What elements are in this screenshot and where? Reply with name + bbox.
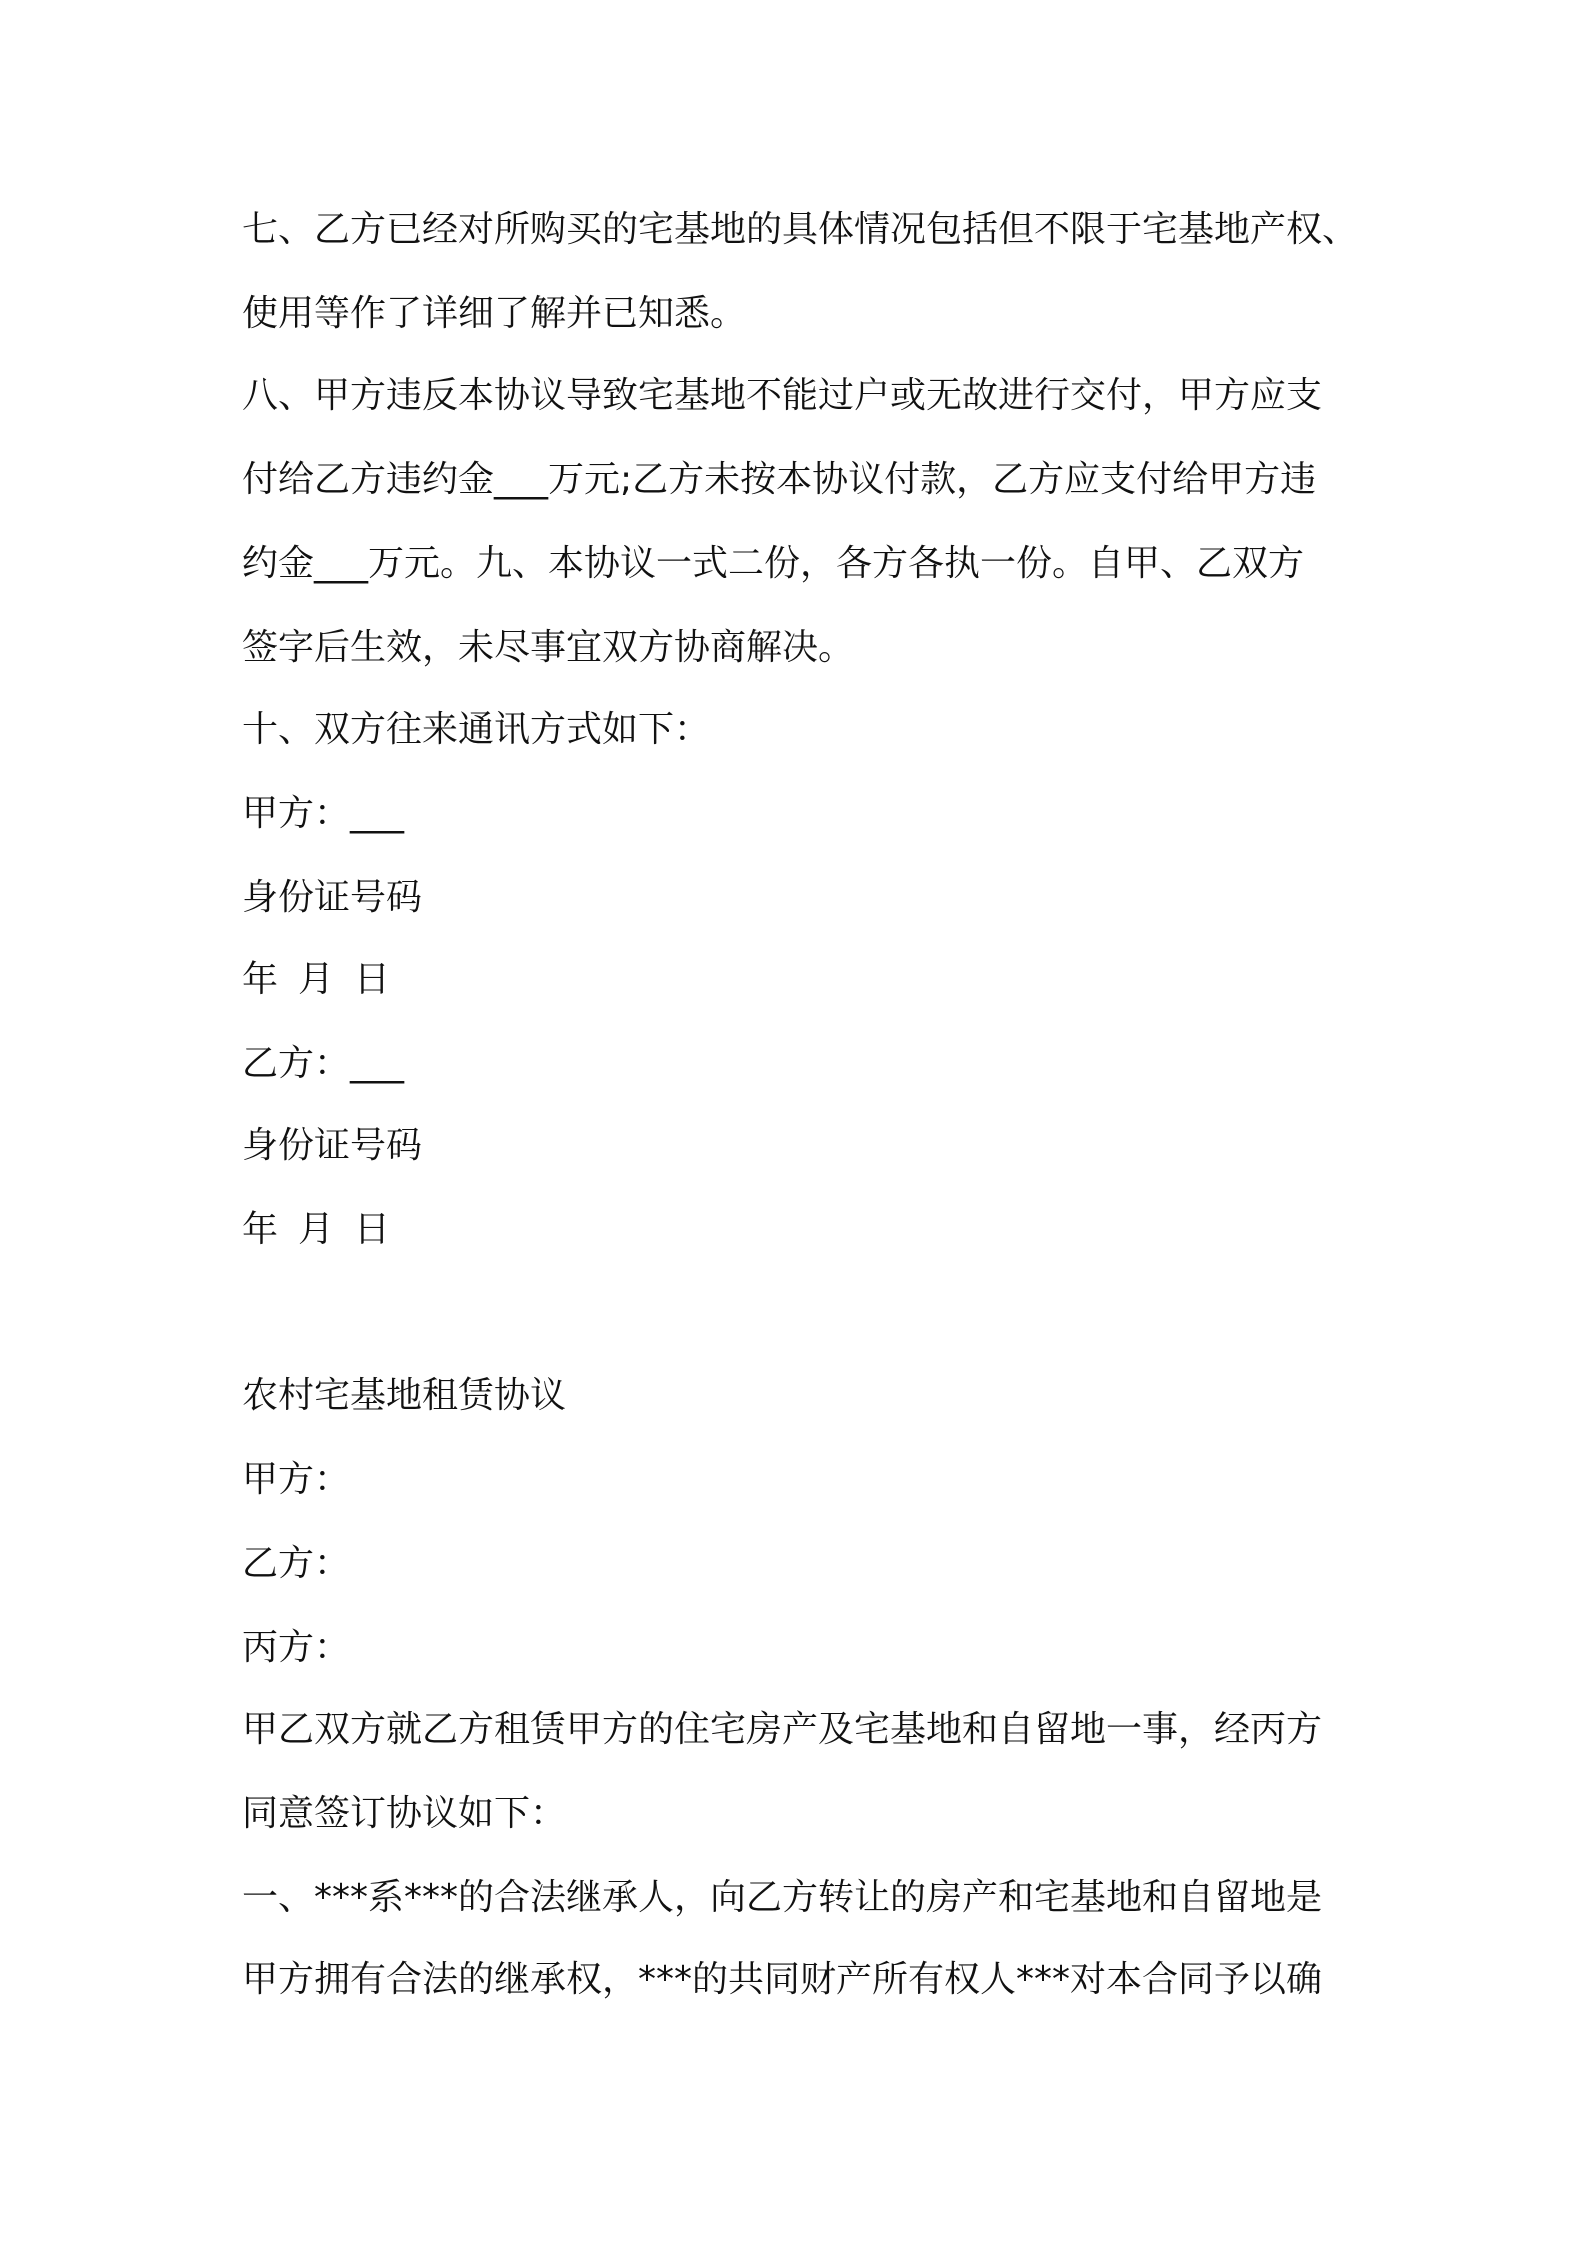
lease-agreement-title: 农村宅基地租赁协议	[242, 1375, 567, 1416]
preamble-line-1: 甲乙双方就乙方租赁甲方的住宅房产及宅基地和自留地一事，经丙方	[242, 1709, 1323, 1750]
lease-clause-1-line-1: 一、***系***的合法继承人，向乙方转让的房产和宅基地和自留地是	[242, 1877, 1323, 1918]
clause-8-line-2: 付给乙方违约金___万元;乙方未按本协议付款，乙方应支付给甲方违	[242, 459, 1317, 500]
clause-7-line-1: 七、乙方已经对所购买的宅基地的具体情况包括但不限于宅基地产权、	[242, 209, 1359, 250]
month-label: 月	[298, 1209, 335, 1250]
clause-8-9-line-3: 约金___万元。九、本协议一式二份，各方各执一份。自甲、乙双方	[242, 543, 1305, 584]
party-b-label: 乙方：	[242, 1543, 351, 1584]
party-c-label: 丙方：	[242, 1627, 351, 1668]
preamble-line-2: 同意签订协议如下：	[242, 1793, 567, 1834]
year-label: 年	[242, 959, 279, 1000]
year-label: 年	[242, 1209, 279, 1250]
party-a-id-number: 身份证号码	[242, 877, 423, 918]
clause-8-line-1: 八、甲方违反本协议导致宅基地不能过户或无故进行交付，甲方应支	[242, 375, 1323, 416]
party-b-signature: 乙方：___	[242, 1043, 405, 1084]
clause-7-line-2: 使用等作了详细了解并已知悉。	[242, 293, 747, 334]
party-b-date	[242, 1208, 1402, 1252]
party-a-date	[242, 958, 1402, 1002]
clause-9-line-2: 签字后生效，未尽事宜双方协商解决。	[242, 627, 855, 668]
lease-clause-1-line-2: 甲方拥有合法的继承权，***的共同财产所有权人***对本合同予以确	[242, 1959, 1323, 2000]
party-a-label: 甲方：	[242, 1459, 351, 1500]
day-label: 日	[354, 1209, 391, 1250]
month-label: 月	[298, 959, 335, 1000]
party-a-signature: 甲方：___	[242, 793, 405, 834]
clause-10-heading: 十、双方往来通讯方式如下：	[242, 709, 711, 750]
party-b-id-number: 身份证号码	[242, 1125, 423, 1166]
day-label: 日	[354, 959, 391, 1000]
